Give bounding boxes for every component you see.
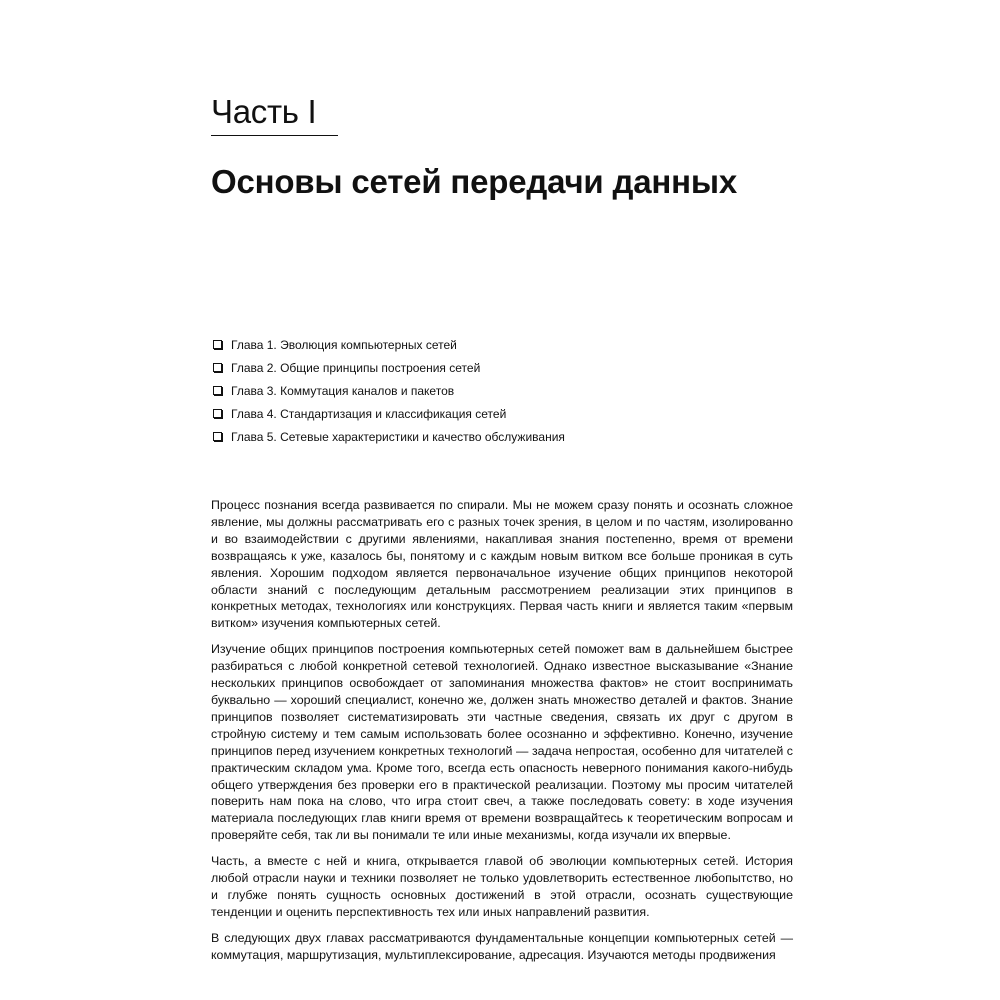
paragraph: Процесс познания всегда развивается по спирали. Мы не можем сразу понять и осознать сложное явление, мы должны рассматривать его с разных точек зрения, в целом и по частям, изолированно и во взаимодействии с другими явлениями, накапливая знания постепенно, время от времени возвращаясь к уже, казалось бы, понятому и с каждым новым витком все больше проникая в суть явления. Хорошим подходом является первоначальное изучение общих принципов некоторой области знаний с последующим детальным рассмотрением реализации этих принципов в конкретных методах, технологиях или конструкциях. Первая часть книги и является таким «первым витком» изучения компьютерных сетей. (211, 498, 793, 631)
chapter-title: Глава 5. Сетевые характеристики и качество обслуживания (231, 429, 565, 444)
chapter-title: Глава 4. Стандартизация и классификация сетей (231, 406, 507, 421)
part-label: Часть I (211, 93, 317, 130)
paragraph: В следующих двух главах рассматриваются фундаментальные концепции компьютерных сетей — коммутация, маршрутизация, мультиплексирование, адресация. Изучаются методы продвижения (211, 930, 793, 962)
paragraph: Часть, а вместе с ней и книга, открывается главой об эволюции компьютерных сетей. История любой отрасли науки и техники позволяет не только удовлетворить естественное любопытство, но и глубже понять сущность основных достижений в этой отрасли, осознать существующие тенденции и оценить перспективность тех или иных направлений развития. (211, 854, 793, 919)
checkbox-bullet-icon (213, 409, 222, 418)
chapter-item (211, 402, 771, 425)
chapter-item (211, 333, 771, 356)
paragraph: Изучение общих принципов построения компьютерных сетей поможет вам в дальнейшем быстрее разбираться с любой конкретной сетевой технологией. Однако известное высказывание «Знание нескольких принципов освобождает от запоминания множества фактов» не стоит воспринимать буквально — хороший специалист, конечно же, должен знать множество деталей и фактов. Знание принципов позволяет систематизировать эти частные сведения, связать их друг с другом в стройную систему и тем самым использовать более осознанно и эффективно. Конечно, изучение принципов перед изучением конкретных технологий — задача непростая, особенно для читателей с практическим складом ума. Кроме того, всегда есть опасность неверного понимания какого-нибудь общего утверждения без проверки его в практической реализации. Поэтому мы просим читателей поверить нам пока на слово, что игра стоит свеч, а также последовать совету: в ходе изучения материала последующих глав книги время от времени возвращайтесь к теоретическим вопросам и проверяйте себя, так ли вы понимали те или иные механизмы, когда изучали их впервые. (211, 642, 793, 843)
chapter-title: Глава 3. Коммутация каналов и пакетов (231, 383, 455, 398)
checkbox-bullet-icon (213, 432, 222, 441)
checkbox-bullet-icon (213, 363, 222, 372)
chapter-item (211, 356, 771, 379)
chapter-title: Глава 1. Эволюция компьютерных сетей (231, 337, 457, 352)
chapter-item (211, 425, 771, 448)
checkbox-bullet-icon (213, 340, 222, 349)
body-text (211, 497, 793, 964)
chapter-title: Глава 2. Общие принципы построения сетей (231, 360, 481, 375)
part-underline (211, 135, 338, 136)
chapter-item (211, 379, 771, 402)
checkbox-bullet-icon (213, 386, 222, 395)
part-title: Основы сетей передачи данных (211, 163, 737, 200)
chapter-list (211, 333, 771, 448)
